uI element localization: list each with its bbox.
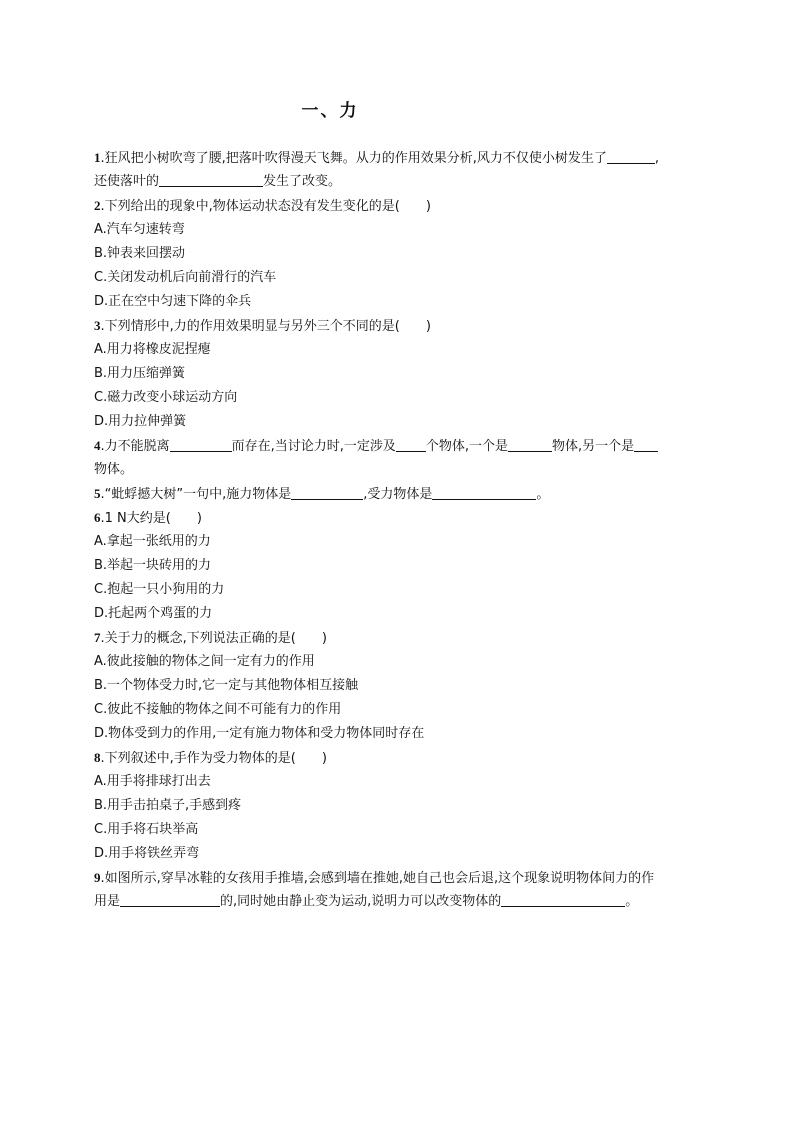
option[interactable]: A.拿起一张纸用的力	[94, 534, 211, 549]
question-text: .下列给出的现象中,物体运动状态没有发生变化的是( )	[100, 199, 431, 214]
question-text: 的,同时她由静止变为运动,说明力可以改变物体的	[220, 894, 502, 909]
option[interactable]: B.用力压缩弹簧	[94, 366, 186, 381]
answer-blank[interactable]	[291, 485, 363, 500]
question-text: .下列叙述中,手作为受力物体的是( )	[100, 751, 327, 766]
question-text: .1 N大约是( )	[100, 511, 202, 526]
question-text: 还使落叶的	[94, 174, 160, 189]
question-number: 7	[94, 630, 101, 645]
question-text: .下列情形中,力的作用效果明显与另外三个不同的是( )	[100, 319, 431, 334]
question-number: 1	[94, 150, 101, 165]
option[interactable]: C.关闭发动机后向前滑行的汽车	[94, 270, 277, 285]
option[interactable]: B.一个物体受力时,它一定与其他物体相互接触	[94, 678, 359, 693]
question-text: 。	[536, 487, 550, 502]
option[interactable]: D.托起两个鸡蛋的力	[94, 606, 213, 621]
question-5	[94, 482, 706, 506]
question-text: ,受力物体是	[363, 487, 433, 502]
question-number: 2	[94, 198, 101, 213]
option[interactable]: B.举起一块砖用的力	[94, 558, 212, 573]
question-text: .狂风把小树吹弯了腰,把落叶吹得漫天飞舞。从力的作用效果分析,风力不仅使小树发生了	[100, 151, 607, 166]
question-text: .“蚍蜉撼大树”一句中,施力物体是	[100, 487, 292, 502]
answer-blank[interactable]	[634, 437, 658, 452]
option[interactable]: A.彼此接触的物体之间一定有力的作用	[94, 654, 315, 669]
answer-blank[interactable]	[508, 437, 552, 452]
question-1	[94, 146, 706, 170]
question-text: .力不能脱离	[100, 439, 170, 454]
option[interactable]: D.正在空中匀速下降的伞兵	[94, 294, 252, 309]
page-title: 一、力	[301, 101, 359, 121]
option[interactable]: D.用手将铁丝弄弯	[94, 846, 200, 861]
answer-blank[interactable]	[607, 149, 655, 164]
question-3	[94, 314, 706, 338]
option[interactable]: A.用力将橡皮泥捏瘪	[94, 342, 211, 357]
question-2	[94, 194, 706, 218]
question-text: ,	[654, 151, 660, 166]
question-number: 5	[94, 486, 101, 501]
question-4	[94, 434, 706, 458]
question-number: 4	[94, 438, 101, 453]
option[interactable]: C.彼此不接触的物体之间不可能有力的作用	[94, 702, 342, 717]
question-8	[94, 746, 706, 770]
question-9	[94, 866, 706, 890]
answer-blank[interactable]	[501, 892, 625, 907]
option[interactable]: A.汽车匀速转弯	[94, 222, 185, 237]
question-4-cont: 物体。	[94, 462, 134, 477]
question-text: .关于力的概念,下列说法正确的是( )	[100, 631, 327, 646]
question-text: 而存在,当讨论力时,一定涉及	[231, 439, 396, 454]
question-1-cont	[94, 170, 706, 194]
question-text: 个物体,一个是	[425, 439, 509, 454]
question-text: 。	[625, 894, 639, 909]
question-9-cont	[94, 890, 706, 914]
question-number: 6	[94, 510, 101, 525]
option[interactable]: A.用手将排球打出去	[94, 774, 211, 789]
question-number: 8	[94, 750, 101, 765]
answer-blank[interactable]	[396, 437, 426, 452]
question-text: 用是	[94, 894, 121, 909]
question-number: 9	[94, 870, 101, 885]
option[interactable]: D.用力拉伸弹簧	[94, 414, 187, 429]
option[interactable]: B.用手击拍桌子,手感到疼	[94, 798, 242, 813]
question-text: .如图所示,穿旱冰鞋的女孩用手推墙,会感到墙在推她,她自己也会后退,这个现象说明物体间力的作	[100, 871, 655, 886]
question-7	[94, 626, 706, 650]
option[interactable]: C.用手将石块举高	[94, 822, 199, 837]
answer-blank[interactable]	[159, 172, 263, 187]
option[interactable]: C.抱起一只小狗用的力	[94, 582, 225, 597]
answer-blank[interactable]	[170, 437, 232, 452]
option[interactable]: D.物体受到力的作用,一定有施力物体和受力物体同时存在	[94, 726, 425, 741]
option[interactable]: B.钟表来回摆动	[94, 246, 186, 261]
question-list	[94, 146, 706, 914]
option[interactable]: C.磁力改变小球运动方向	[94, 390, 238, 405]
answer-blank[interactable]	[120, 892, 220, 907]
question-number: 3	[94, 318, 101, 333]
question-text: 发生了改变。	[263, 174, 342, 189]
question-text: 物体,另一个是	[552, 439, 635, 454]
question-6	[94, 506, 706, 530]
answer-blank[interactable]	[432, 485, 536, 500]
